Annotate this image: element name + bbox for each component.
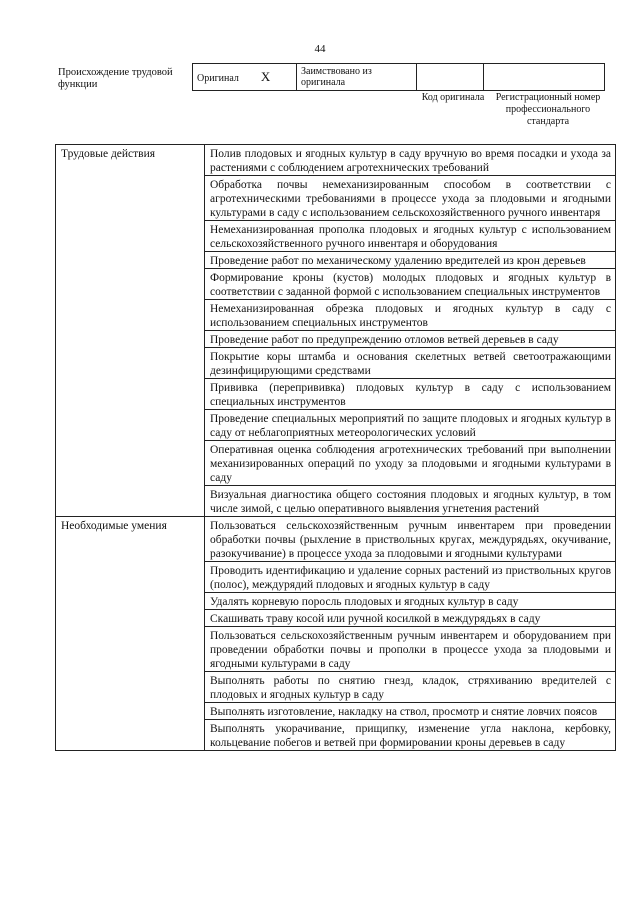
list-item: Немеханизированная обрезка плодовых и ягодных культур в саду с использованием специальных инструментов — [205, 300, 616, 331]
list-item: Прививка (перепрививка) плодовых культур в саду с использованием специальных инструментов — [205, 379, 616, 410]
list-item: Проводить идентификацию и удаление сорных растений из приствольных кругов (полос), междурядий плодовых и ягодных культур в саду — [205, 562, 616, 593]
list-item: Проведение специальных мероприятий по защите плодовых и ягодных культур в саду от неблагоприятных метеорологических условий — [205, 410, 616, 441]
table-row — [56, 517, 616, 562]
borrowed-cell: Заимствовано из оригинала — [297, 64, 417, 91]
list-item: Проведение работ по предупреждению отломов ветвей деревьев в саду — [205, 331, 616, 348]
list-item: Выполнять укорачивание, прищипку, изменение угла наклона, кербовку, кольцевание побегов и ветвей при формировании кроны деревьев в саду — [205, 720, 616, 751]
table-row — [56, 145, 616, 176]
list-item: Пользоваться сельскохозяйственным ручным инвентарем при проведении обработки почвы (рыхление в приствольных кругах, междурядьях, окучивание, разокучивание) в процессе ухода за плодовыми и ягодными культурами — [205, 517, 616, 562]
original-cell — [193, 64, 297, 91]
original-mark: X — [260, 68, 271, 84]
origin-table — [192, 63, 605, 91]
function-table — [55, 144, 616, 751]
origin-label: Происхождение трудовой функции — [58, 67, 173, 90]
list-item: Проведение работ по механическому удалению вредителей из крон деревьев — [205, 252, 616, 269]
list-item: Покрытие коры штамба и основания скелетных ветвей светоотражающими дезинфицирующими средствами — [205, 348, 616, 379]
section-title: Трудовые действия — [56, 145, 205, 517]
list-item: Обработка почвы немеханизированным способом в соответствии с агротехническими требованиями в процессе ухода за плодовыми и ягодными культурами в саду с использованием сельскохозяйственного ручного инвентаря — [205, 176, 616, 221]
page-number: 44 — [314, 43, 326, 55]
section-title: Необходимые умения — [56, 517, 205, 751]
list-item: Полив плодовых и ягодных культур в саду вручную во время посадки и ухода за растениями с соблюдением агротехнических требований — [205, 145, 616, 176]
list-item: Выполнять работы по снятию гнезд, кладок, стряхиванию вредителей с плодовых и ягодных культур в саду — [205, 672, 616, 703]
original-label: Оригинал — [197, 72, 239, 84]
code-cell — [417, 64, 484, 91]
list-item: Удалять корневую поросль плодовых и ягодных культур в саду — [205, 593, 616, 610]
reg-number-caption: Регистрационный номер профессионального стандарта — [495, 92, 601, 127]
list-item: Немеханизированная прополка плодовых и ягодных культур с использованием сельскохозяйственного ручного инвентаря и оборудования — [205, 221, 616, 252]
reg-number-cell — [484, 64, 605, 91]
code-caption: Код оригинала — [421, 92, 485, 103]
list-item: Скашивать траву косой или ручной косилкой в междурядьях в саду — [205, 610, 616, 627]
list-item: Выполнять изготовление, накладку на ствол, просмотр и снятие ловчих поясов — [205, 703, 616, 720]
list-item: Пользоваться сельскохозяйственным ручным инвентарем и оборудованием при проведении обработки почвы и прополки в процессе ухода за плодовыми и ягодными культурами в саду — [205, 627, 616, 672]
list-item: Оперативная оценка соблюдения агротехнических требований при выполнении механизированных операций по уходу за плодовыми и ягодными культурами в саду — [205, 441, 616, 486]
list-item: Визуальная диагностика общего состояния плодовых и ягодных культур, в том числе зимой, с целью оперативного выявления угнетения растений — [205, 486, 616, 517]
list-item: Формирование кроны (кустов) молодых плодовых и ягодных культур в соответствии с заданной формой с использованием специальных инструментов — [205, 269, 616, 300]
